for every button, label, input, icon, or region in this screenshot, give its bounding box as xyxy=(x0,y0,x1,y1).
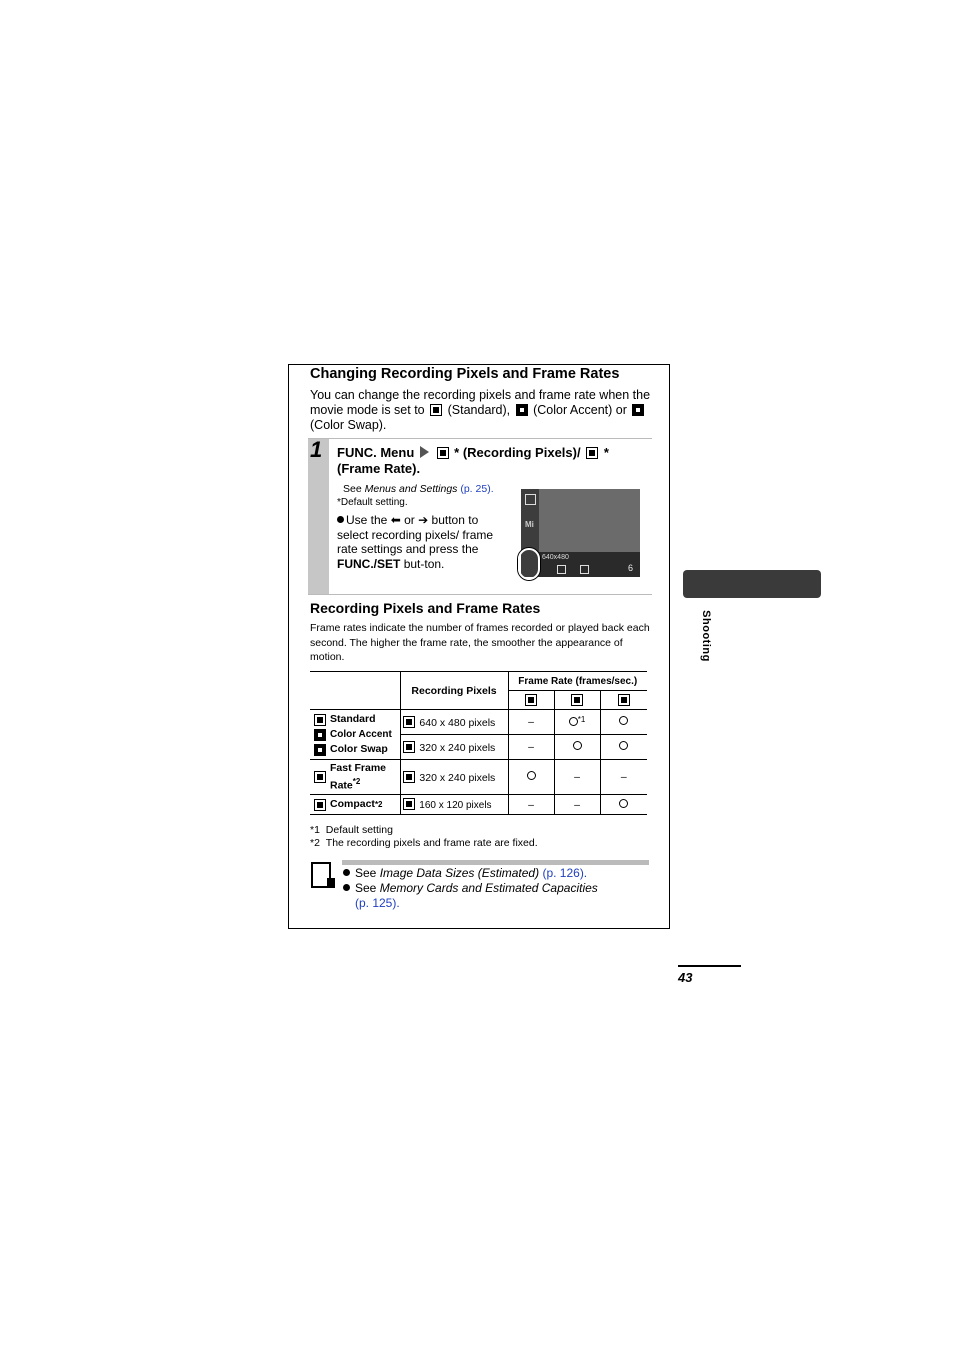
pixels-cell xyxy=(400,710,508,735)
bullet-or: or xyxy=(404,513,415,527)
compact-sup: *2 xyxy=(374,800,383,809)
available-mark-icon xyxy=(619,741,628,750)
available-mark-icon xyxy=(573,741,582,750)
mode-fast-frame-rate: Rate xyxy=(330,779,353,792)
right-arrow-icon: ➔ xyxy=(418,513,429,527)
standard-mode-icon xyxy=(430,404,442,416)
page-number-rule xyxy=(678,965,741,967)
note-text xyxy=(343,866,643,911)
mode-compact: Compact xyxy=(330,798,375,810)
pixels-value: 320 x 240 pixels xyxy=(419,741,496,754)
fast-frame-sup: *2 xyxy=(352,776,361,786)
bullet-text-c: but-ton. xyxy=(403,556,445,571)
step-number: 1 xyxy=(310,437,323,462)
step-title-pixels: * (Recording Pixels)/ xyxy=(454,445,581,460)
frame-rate-60-icon xyxy=(618,694,630,706)
footnote-2-text: The recording pixels and frame rate are fixed. xyxy=(325,837,538,849)
note-pencil-icon xyxy=(311,862,331,888)
pixels-320-icon xyxy=(403,741,415,753)
fast-frame-icon xyxy=(314,771,326,783)
rate-cell: – xyxy=(554,760,600,795)
see-prefix: See xyxy=(343,483,362,495)
rate-60-icon-cell xyxy=(600,691,647,710)
note-bar xyxy=(342,860,649,865)
intro-text xyxy=(310,388,655,433)
frame-rate-table xyxy=(310,671,647,815)
step-rule-top xyxy=(308,438,652,439)
note-see-1: See xyxy=(355,866,377,880)
note-item-1-italic: Image Data Sizes (Estimated) xyxy=(379,866,540,880)
page-number: 43 xyxy=(678,970,693,985)
color-swap-mode-icon xyxy=(314,744,326,756)
rate-15-icon-cell xyxy=(554,691,600,710)
left-arrow-icon: ⬅ xyxy=(390,513,401,527)
rate-cell: – xyxy=(508,710,554,735)
footnote-1-text: Default setting xyxy=(325,824,393,836)
note-item-2-link[interactable]: (p. 125). xyxy=(355,896,400,910)
chapter-tab xyxy=(683,570,821,598)
lcd-resolution: 640x480 xyxy=(542,554,569,561)
rate-cell: – xyxy=(600,760,647,795)
footnote-2 xyxy=(310,837,538,849)
note-item-1 xyxy=(343,866,643,881)
color-accent-icon xyxy=(516,404,528,416)
chapter-label: Shooting xyxy=(700,610,712,662)
mode-fast-frame: Fast Frame xyxy=(330,761,387,774)
default-note: *Default setting. xyxy=(337,497,408,508)
pixels-value: 160 x 120 pixels xyxy=(419,800,492,811)
rate-sup: *1 xyxy=(577,714,586,724)
footnote-1 xyxy=(310,824,393,836)
standard-icon xyxy=(314,714,326,726)
lcd-mi-label: Mi xyxy=(525,520,534,529)
step-rule-bottom xyxy=(308,594,652,595)
note-item-1-link[interactable]: (p. 126). xyxy=(542,866,588,880)
bullet-icon xyxy=(343,884,350,891)
frame-rate-30-icon xyxy=(525,694,537,706)
frame-rate-15-icon xyxy=(571,694,583,706)
mode-group-standard xyxy=(310,710,400,760)
intro-or: or xyxy=(615,403,627,417)
color-accent-mode-icon xyxy=(314,729,326,741)
mode-color-accent: Color Accent xyxy=(330,729,392,740)
pixels-160-icon xyxy=(403,798,415,810)
rate-cell xyxy=(600,795,647,815)
table-corner xyxy=(310,672,400,710)
pixels-640-icon xyxy=(403,716,415,728)
rate-cell xyxy=(600,735,647,760)
pixels-cell xyxy=(400,735,508,760)
pixels-320-icon xyxy=(403,771,415,783)
pixels-value: 640 x 480 pixels xyxy=(419,716,496,729)
available-mark-icon xyxy=(619,716,628,725)
mode-color-swap: Color Swap xyxy=(330,743,388,755)
recording-pixels-icon xyxy=(437,447,449,459)
footnote-2-mark: *2 xyxy=(310,837,320,849)
step-title xyxy=(337,445,647,477)
note-see-2: See xyxy=(355,881,377,895)
available-mark-icon xyxy=(569,717,578,726)
see-italic: Menus and Settings xyxy=(364,483,458,495)
step-title-func: FUNC. Menu xyxy=(337,445,415,460)
header-recording-pixels: Recording Pixels xyxy=(400,672,508,710)
header-frame-rate: Frame Rate (frames/sec.) xyxy=(508,672,647,691)
mode-fast-frame-cell xyxy=(310,760,400,795)
intro-text-1: You can change the recording pixels and frame rate when the movie mode is set to xyxy=(310,388,651,417)
rate-cell xyxy=(554,710,600,735)
rates-paragraph: Frame rates indicate the number of frames recorded or played back each second. The higher the frame rate, the smoother the appearance of motion. xyxy=(310,622,650,663)
rate-30-icon-cell xyxy=(508,691,554,710)
pixels-cell xyxy=(400,760,508,795)
color-swap-icon xyxy=(632,404,644,416)
intro-color-swap: (Color Swap). xyxy=(310,418,387,432)
compact-icon xyxy=(314,799,326,811)
lcd-movie-icon xyxy=(525,494,536,505)
note-item-2-cont xyxy=(343,896,643,911)
rate-cell: – xyxy=(508,795,554,815)
pixels-cell xyxy=(400,795,508,815)
footnote-1-mark: *1 xyxy=(310,824,320,836)
frame-rate-icon xyxy=(586,447,598,459)
rate-cell xyxy=(554,735,600,760)
mode-compact-cell xyxy=(310,795,400,815)
bullet-bold: FUNC./SET xyxy=(337,556,401,571)
arrow-right-icon xyxy=(420,446,429,458)
lcd-count: 6 xyxy=(628,563,634,573)
lcd-pixels-alt-icon xyxy=(580,565,589,574)
bullet-icon xyxy=(337,516,344,523)
bullet-text-a: Use the xyxy=(346,513,388,527)
bullet-icon xyxy=(343,869,350,876)
intro-standard: (Standard), xyxy=(447,403,511,417)
available-mark-icon xyxy=(619,799,628,808)
step-title-rate: * (Frame Rate). xyxy=(337,445,609,476)
lcd-pixels-icon xyxy=(557,565,566,574)
rates-title: Recording Pixels and Frame Rates xyxy=(310,600,541,616)
rate-cell xyxy=(600,710,647,735)
rate-cell: – xyxy=(508,735,554,760)
intro-color-accent: (Color Accent) xyxy=(533,403,613,417)
mode-standard: Standard xyxy=(330,713,376,725)
pixels-value: 320 x 240 pixels xyxy=(419,771,496,784)
note-item-2-italic: Memory Cards and Estimated Capacities xyxy=(379,881,598,895)
step-bullet xyxy=(337,513,507,571)
section-title: Changing Recording Pixels and Frame Rates xyxy=(310,366,620,382)
bullet-text-b: button to select recording pixels/ frame rate settings and press the xyxy=(337,513,494,556)
note-item-2 xyxy=(343,881,643,896)
rate-cell: – xyxy=(554,795,600,815)
see-link[interactable]: (p. 25). xyxy=(460,483,494,495)
available-mark-icon xyxy=(527,771,536,780)
lcd-selection-ring xyxy=(518,548,540,580)
see-reference xyxy=(343,483,494,495)
rate-cell xyxy=(508,760,554,795)
